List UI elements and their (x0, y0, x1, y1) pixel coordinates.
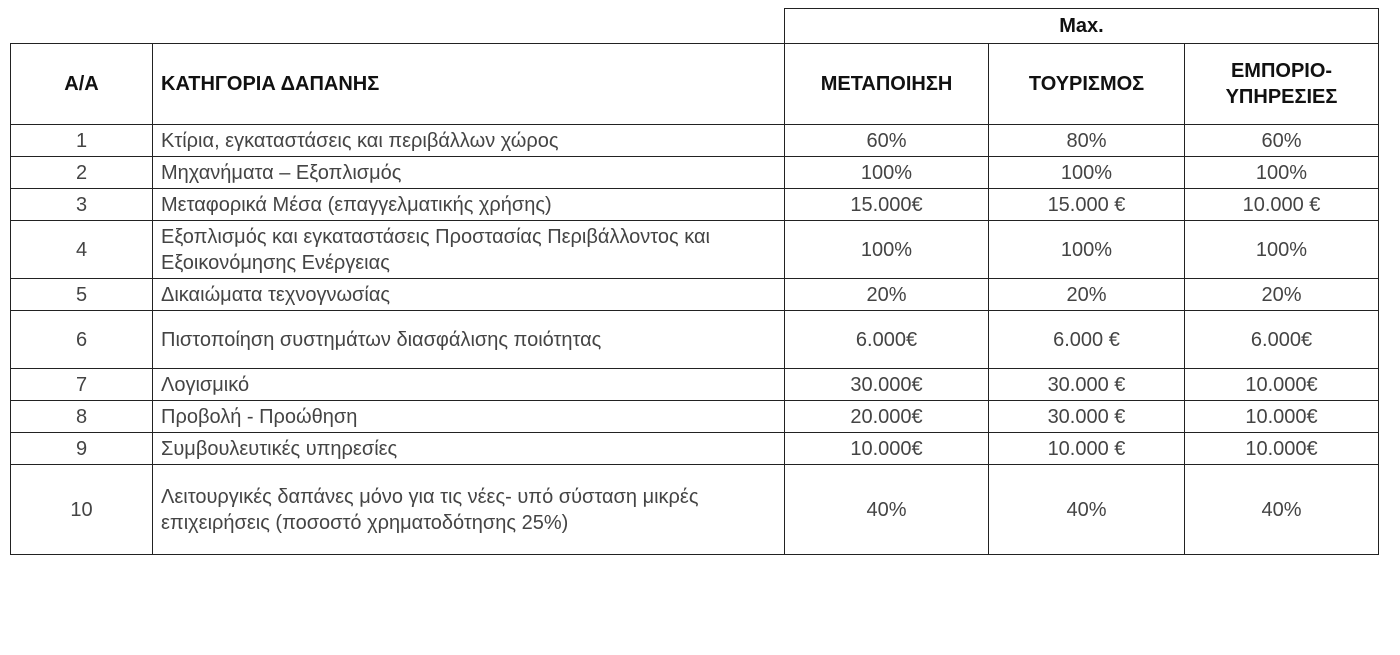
row-number: 4 (11, 221, 153, 279)
row-category: Εξοπλισμός και εγκαταστάσεις Προστασίας Περιβάλλοντος και Εξοικονόμησης Ενέργειας (153, 221, 785, 279)
row-manufacturing-value: 20% (785, 279, 989, 311)
row-manufacturing-value: 10.000€ (785, 433, 989, 465)
row-commerce-value: 6.000€ (1185, 311, 1379, 369)
row-number: 6 (11, 311, 153, 369)
row-category: Μηχανήματα – Εξοπλισμός (153, 157, 785, 189)
row-commerce-value: 100% (1185, 221, 1379, 279)
table-row (11, 433, 1379, 465)
row-number: 7 (11, 369, 153, 401)
table-body (11, 125, 1379, 555)
table-row (11, 369, 1379, 401)
row-tourism-value: 20% (989, 279, 1185, 311)
row-number: 3 (11, 189, 153, 221)
row-number: 2 (11, 157, 153, 189)
header-manufacturing: ΜΕΤΑΠΟΙΗΣΗ (785, 44, 989, 125)
group-header-row (11, 9, 1379, 44)
row-manufacturing-value: 20.000€ (785, 401, 989, 433)
expense-category-table (10, 8, 1379, 555)
row-commerce-value: 10.000€ (1185, 369, 1379, 401)
table-row (11, 221, 1379, 279)
row-tourism-value: 30.000 € (989, 369, 1185, 401)
column-header-row (11, 44, 1379, 125)
header-commerce-line1: ΕΜΠΟΡΙΟ- (1230, 60, 1333, 82)
row-manufacturing-value: 60% (785, 125, 989, 157)
row-category: Λειτουργικές δαπάνες μόνο για τις νέες- υπό σύσταση μικρές επιχειρήσεις (ποσοστό χρηματοδότησης 25%) (153, 465, 785, 555)
row-manufacturing-value: 15.000€ (785, 189, 989, 221)
row-commerce-value: 40% (1185, 465, 1379, 555)
table-row (11, 465, 1379, 555)
row-tourism-value: 100% (989, 157, 1185, 189)
table-row (11, 189, 1379, 221)
row-number: 8 (11, 401, 153, 433)
row-commerce-value: 20% (1185, 279, 1379, 311)
row-tourism-value: 10.000 € (989, 433, 1185, 465)
row-category: Κτίρια, εγκαταστάσεις και περιβάλλων χώρος (153, 125, 785, 157)
blank-header-cell (11, 9, 785, 44)
row-manufacturing-value: 40% (785, 465, 989, 555)
row-manufacturing-value: 100% (785, 221, 989, 279)
table-row (11, 401, 1379, 433)
row-number: 9 (11, 433, 153, 465)
row-tourism-value: 30.000 € (989, 401, 1185, 433)
table-row (11, 157, 1379, 189)
row-manufacturing-value: 6.000€ (785, 311, 989, 369)
row-manufacturing-value: 100% (785, 157, 989, 189)
max-group-header: Max. (785, 9, 1379, 44)
row-category: Μεταφορικά Μέσα (επαγγελματικής χρήσης) (153, 189, 785, 221)
row-commerce-value: 10.000€ (1185, 433, 1379, 465)
header-commerce-services (1185, 44, 1379, 125)
row-tourism-value: 40% (989, 465, 1185, 555)
row-manufacturing-value: 30.000€ (785, 369, 989, 401)
row-tourism-value: 6.000 € (989, 311, 1185, 369)
header-commerce-line2: ΥΠΗΡΕΣΙΕΣ (1225, 86, 1338, 108)
row-category: Δικαιώματα τεχνογνωσίας (153, 279, 785, 311)
header-aa: Α/Α (11, 44, 153, 125)
row-category: Συμβουλευτικές υπηρεσίες (153, 433, 785, 465)
row-tourism-value: 100% (989, 221, 1185, 279)
row-tourism-value: 15.000 € (989, 189, 1185, 221)
row-number: 10 (11, 465, 153, 555)
row-commerce-value: 60% (1185, 125, 1379, 157)
row-number: 5 (11, 279, 153, 311)
row-tourism-value: 80% (989, 125, 1185, 157)
row-number: 1 (11, 125, 153, 157)
row-commerce-value: 100% (1185, 157, 1379, 189)
table-row (11, 279, 1379, 311)
row-commerce-value: 10.000€ (1185, 401, 1379, 433)
table-row (11, 125, 1379, 157)
row-category: Πιστοποίηση συστημάτων διασφάλισης ποιότητας (153, 311, 785, 369)
row-category: Λογισμικό (153, 369, 785, 401)
header-category: ΚΑΤΗΓΟΡΙΑ ΔΑΠΑΝΗΣ (153, 44, 785, 125)
row-category: Προβολή - Προώθηση (153, 401, 785, 433)
header-tourism: ΤΟΥΡΙΣΜΟΣ (989, 44, 1185, 125)
row-commerce-value: 10.000 € (1185, 189, 1379, 221)
table-row (11, 311, 1379, 369)
